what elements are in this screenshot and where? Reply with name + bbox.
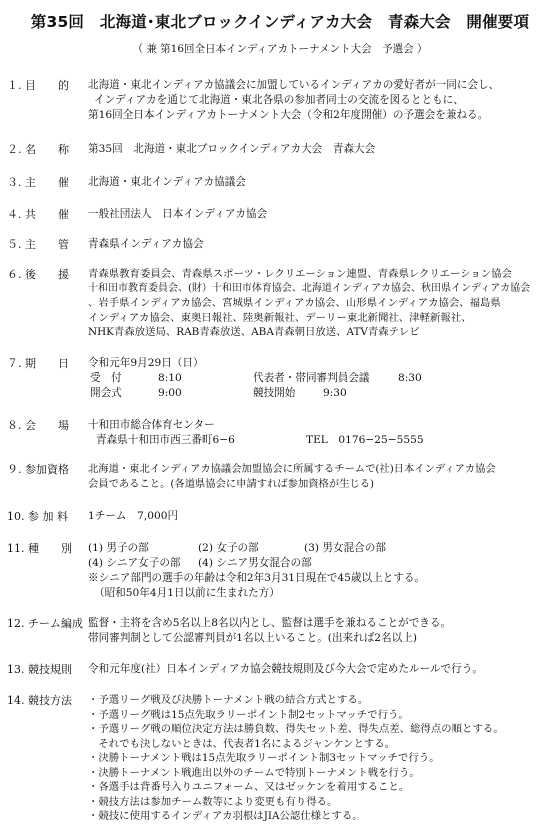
section-label: ７. 期 日 bbox=[7, 357, 69, 370]
method-line: ・決勝トーナメント戦進出以外のチームで特別トーナメント戦を行う。 bbox=[88, 766, 420, 779]
category-item: (4) シニア女子の部 bbox=[88, 557, 181, 569]
opening-label: 開会式 bbox=[90, 387, 122, 399]
category-note: （昭和50年4月1日以前に生まれた方） bbox=[94, 587, 280, 599]
team-line: 帯同審判制として公認審判員が1名以上いること。(出来れば2名以上) bbox=[88, 632, 417, 644]
support-line: インディアカ協会、東奥日報社、陸奥新報社、デーリー東北新聞社、津軽新報社、 bbox=[88, 311, 472, 324]
match-start-label: 競技開始 bbox=[253, 387, 296, 399]
purpose-line: 第16回全日本インディアカトーナメント大会（令和2年度開催）の予選会を兼ねる。 bbox=[88, 109, 489, 121]
section-label: 12. チーム編成 bbox=[7, 617, 83, 630]
method-line: ・予選リーグ戦は15点先取ラリーポイント制2セットマッチで行う。 bbox=[88, 708, 409, 721]
section-label: 11. 種 別 bbox=[7, 542, 72, 555]
venue-name: 十和田市総合体育センター bbox=[88, 419, 215, 431]
purpose-line: インディアカを通じて北海道・東北各県の参加者同士の交流を図るとともに、 bbox=[94, 94, 464, 106]
event-name: 第35回 北海道・東北ブロックインディアカ大会 青森大会 bbox=[88, 143, 376, 155]
method-line: ・各選手は背番号入りユニフォーム、又はゼッケンを着用すること。 bbox=[88, 781, 410, 793]
support-line: 青森県教育委員会、青森県スポーツ・レクリエーション連盟、青森県レクリエーション協会 bbox=[88, 268, 512, 280]
opening-time: 9:00 bbox=[158, 387, 182, 399]
method-line: ・決勝トーナメント戦は15点先取ラリーポイント制3セットマッチで行う。 bbox=[88, 752, 440, 764]
team-line: 監督・主将を含め5名以上8名以内とし、監督は選手を兼ねることができる。 bbox=[88, 617, 452, 629]
support-line: NHK青森放送局、RAB青森放送、ABA青森朝日放送、ATV青森テレビ bbox=[88, 326, 420, 338]
category-item: (4) シニア男女混合の部 bbox=[198, 557, 312, 569]
support-line: 、岩手県インディアカ協会、宮城県インディアカ協会、山形県インディアカ協会、福島県 bbox=[88, 297, 501, 309]
venue-tel: TEL 0176−25−5555 bbox=[306, 434, 424, 446]
match-start-time: 9:30 bbox=[323, 387, 347, 399]
section-label: １. 目 的 bbox=[7, 79, 69, 92]
section-label: 14. 競技方法 bbox=[7, 694, 72, 707]
reception-time: 8:10 bbox=[158, 372, 182, 384]
meeting-label: 代表者・帯同審判員会議 bbox=[253, 372, 370, 384]
fee-text: 1チーム 7,000円 bbox=[88, 510, 179, 522]
section-label: 13. 競技規則 bbox=[7, 663, 72, 676]
method-line: ・予選リーグ戦及び決勝トーナメント戦の結合方式とする。 bbox=[88, 694, 369, 706]
event-date: 令和元年9月29日（日） bbox=[88, 357, 204, 369]
management-text: 青森県インディアカ協会 bbox=[88, 238, 204, 250]
category-note: ※シニア部門の選手の年齢は令和2年3月31日現在で45歳以上とする。 bbox=[88, 572, 426, 584]
category-item: (2) 女子の部 bbox=[198, 542, 259, 554]
section-label: 10. 参 加 料 bbox=[7, 510, 68, 523]
support-line: 十和田市教育委員会、(財）十和田市体育協会、北海道インディアカ協会、秋田県インディアカ協会 bbox=[88, 282, 531, 294]
reception-label: 受 付 bbox=[90, 372, 122, 384]
section-label: ５. 主 管 bbox=[7, 238, 69, 251]
section-label: ８. 会 場 bbox=[7, 419, 69, 432]
document-subtitle: （ 兼 第16回全日本インディアカトーナメント大会 予選会 ） bbox=[132, 43, 428, 55]
method-line: ・競技方法は参加チーム数等により変更も有り得る。 bbox=[88, 795, 338, 808]
method-line: ・予選リーグ戦の順位決定方法は勝負数、得失セット差、得失点差、総得点の順とする。 bbox=[88, 723, 504, 735]
eligibility-line: 会員であること。(各道県協会に申請すれば参加資格が生じる) bbox=[88, 478, 375, 490]
document-title: 第35回 北海道･東北ブロックインディアカ大会 青森大会 開催要項 bbox=[30, 13, 530, 31]
method-line: それでも決しないときは、代表者1名によるジャンケンとする。 bbox=[88, 737, 395, 750]
section-label: ４. 共 催 bbox=[7, 208, 69, 221]
purpose-line: 北海道・東北インディアカ協議会に加盟しているインディアカの愛好者が一同に会し、 bbox=[88, 79, 500, 91]
section-label: ６. 後 援 bbox=[7, 268, 69, 281]
section-label: ９. 参加資格 bbox=[7, 463, 69, 476]
eligibility-line: 北海道・東北インディアカ協議会加盟協会に所属するチームで(社)日本インディアカ協会 bbox=[88, 463, 496, 475]
meeting-time: 8:30 bbox=[398, 372, 422, 384]
co-organizer-text: 一般社団法人 日本インディアカ協会 bbox=[88, 208, 268, 220]
method-line: ・競技に使用するインディアカ羽根はJIA公認仕様とする。 bbox=[88, 810, 363, 822]
rules-text: 令和元年度(社）日本インディアカ協会競技規則及び今大会で定めたルールで行う。 bbox=[88, 663, 483, 675]
section-label: ２. 名 称 bbox=[7, 143, 69, 156]
section-label: ３. 主 催 bbox=[7, 176, 69, 189]
category-item: (3) 男女混合の部 bbox=[304, 542, 386, 554]
organizer-text: 北海道・東北インディアカ協議会 bbox=[88, 176, 246, 188]
venue-address: 青森県十和田市西三番町6−6 bbox=[96, 434, 235, 446]
category-item: (1) 男子の部 bbox=[88, 542, 149, 554]
